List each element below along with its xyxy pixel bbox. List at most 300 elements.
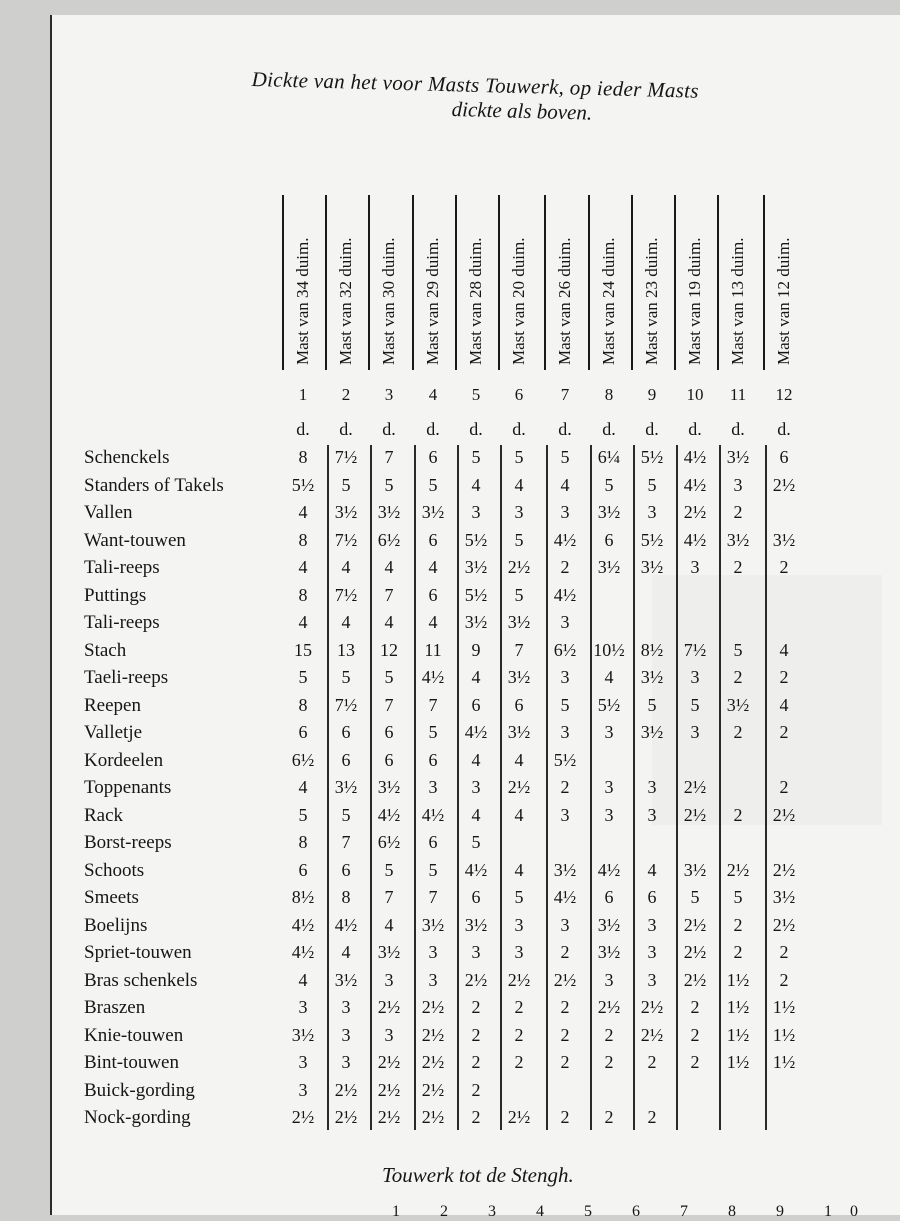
table-cell: 3½ (507, 667, 531, 687)
column-number: 3 (384, 385, 394, 404)
table-cell: 2 (647, 1107, 657, 1127)
table-cell: 6 (384, 749, 394, 770)
table-cell: 3½ (553, 859, 577, 880)
table-cell: 2 (733, 667, 743, 687)
column-header-9 (641, 195, 663, 365)
table-cell: 3½ (640, 667, 664, 687)
table-cell: 5 (733, 887, 743, 907)
table-cell: 3 (604, 804, 614, 825)
table-cell: 1½ (772, 997, 796, 1017)
table-cell: 2 (733, 942, 743, 962)
column-header-label: Mast van 20 duim. (509, 237, 528, 365)
table-cell: 6 (428, 529, 438, 550)
row-label: Spriet-touwen (84, 942, 192, 963)
column-header-label: Mast van 13 duim. (728, 237, 747, 365)
table-cell: 4 (341, 557, 351, 577)
table-cell: 6 (471, 887, 481, 907)
table-cell: 3 (341, 1024, 351, 1045)
table-cell: 4 (514, 804, 524, 825)
table-cell: 5 (647, 694, 657, 715)
table-cell: 1½ (726, 997, 750, 1017)
table-cell: 6 (779, 447, 789, 467)
table-cell: 5 (298, 804, 308, 825)
table-cell: 3½ (377, 502, 401, 522)
table-cell: 6 (428, 749, 438, 770)
table-cell: 3½ (464, 557, 488, 577)
table-cell: 3 (341, 1052, 351, 1072)
table-cell: 3½ (507, 722, 531, 742)
row-label: Rack (84, 804, 124, 826)
table-cell: 6 (428, 832, 438, 852)
table-cell: 3 (514, 502, 524, 522)
column-header-rule (717, 195, 719, 370)
column-number: 12 (775, 385, 793, 404)
table-cell: 2 (779, 777, 789, 797)
table-cell: 2½ (683, 804, 707, 825)
table-cell: 2½ (683, 914, 707, 935)
table-cell: 2 (471, 1107, 481, 1127)
table-cell: 4 (298, 502, 308, 522)
table-cell: 4 (341, 612, 351, 632)
table-cell: 2 (560, 557, 570, 577)
table-cell: 6 (384, 722, 394, 742)
table-cell: 2 (779, 722, 789, 742)
table-cell: 3 (471, 502, 481, 522)
table-cell: 2½ (507, 1107, 531, 1127)
book-page (50, 15, 900, 1220)
table-cell: 2½ (334, 1107, 358, 1127)
table-cell: 4½ (553, 584, 577, 605)
table-cell: 3 (298, 1052, 308, 1072)
table-cell: 4 (779, 694, 789, 715)
table-cell: 4½ (334, 914, 358, 935)
row-label: Bint-touwen (84, 1052, 179, 1073)
table-cell: 6 (471, 694, 481, 715)
table-cell: 3½ (507, 612, 531, 632)
table-cell: 4 (514, 859, 524, 880)
column-header-rule (588, 195, 590, 370)
table-cell: 5 (560, 447, 570, 467)
table-cell: 3½ (377, 942, 401, 962)
table-cell: 6 (647, 887, 657, 907)
table-cell: 2½ (377, 1107, 401, 1127)
table-cell: 3 (428, 777, 438, 797)
table-cell: 3½ (334, 969, 358, 990)
table-cell: 5 (384, 667, 394, 687)
column-unit: d. (382, 419, 396, 439)
table-cell: 3 (384, 1024, 394, 1045)
table-cell: 3½ (640, 722, 664, 742)
table-cell: 2½ (683, 942, 707, 962)
table-cell: 2 (779, 942, 789, 962)
table-cell: 6 (428, 447, 438, 467)
column-header-10 (684, 195, 706, 365)
table-cell: 2 (514, 1052, 524, 1072)
table-cell: 3 (647, 914, 657, 935)
column-header-rule (368, 195, 370, 370)
table-cell: 2 (733, 914, 743, 935)
table-cell: 4 (384, 612, 394, 632)
table-cell: 1½ (772, 1024, 796, 1045)
column-header-8 (598, 195, 620, 365)
column-header-6 (508, 195, 530, 365)
table-cell: 2 (604, 1107, 614, 1127)
table-cell: 6 (514, 694, 524, 715)
table-cell: 4 (298, 969, 308, 990)
table-cell: 6¼ (597, 447, 621, 467)
table-cell: 4 (514, 474, 524, 495)
table-cell: 7½ (334, 529, 358, 550)
table-cell: 3 (560, 914, 570, 935)
table-cell: 3 (560, 612, 570, 632)
table-cell: 4 (298, 557, 308, 577)
table-cell: 5½ (291, 474, 315, 495)
column-number: 1 (298, 385, 308, 404)
column-number: 9 (647, 385, 657, 404)
table-cell: 2½ (421, 1107, 445, 1127)
column-unit: d. (688, 419, 702, 439)
table-cell: 6 (298, 859, 308, 880)
table-cell: 12 (380, 639, 398, 660)
column-header-label: Mast van 23 duim. (642, 237, 661, 365)
row-label: Braszen (84, 997, 146, 1018)
table-cell: 5 (514, 887, 524, 907)
table-cell: 2 (560, 1107, 570, 1127)
table-cell: 2 (733, 804, 743, 825)
table-cell: 2 (560, 997, 570, 1017)
table-cell: 3 (690, 557, 700, 577)
table-cell: 4 (384, 557, 394, 577)
table-cell: 7 (341, 832, 351, 852)
column-header-3 (378, 195, 400, 365)
table-cell: 3½ (683, 859, 707, 880)
table-cell: 4 (384, 914, 394, 935)
table-cell: 2 (560, 777, 570, 797)
table-cell: 5 (341, 804, 351, 825)
table-cell: 2½ (772, 859, 796, 880)
column-header-rule (544, 195, 546, 370)
table-cell: 3½ (334, 502, 358, 522)
table-cell: 5 (428, 474, 438, 495)
table-cell: 13 (337, 639, 355, 660)
table-cell: 2 (471, 1024, 481, 1045)
table-cell: 5 (690, 887, 700, 907)
table-cell: 4½ (464, 722, 488, 742)
row-label: Toppenants (84, 777, 172, 798)
table-cell: 9 (471, 639, 481, 660)
row-label: Smeets (84, 887, 139, 908)
column-unit: d. (558, 419, 572, 439)
table-cell: 5 (341, 667, 351, 687)
table-cell: 1½ (772, 1052, 796, 1072)
table-cell: 3½ (726, 447, 750, 467)
table-cell: 5 (471, 832, 481, 852)
table-cell: 3 (298, 997, 308, 1017)
table-cell: 4 (341, 942, 351, 962)
table-cell: 4½ (464, 859, 488, 880)
column-header-label: Mast van 19 duim. (685, 237, 704, 365)
row-label: Standers of Takels (84, 474, 224, 496)
table-cell: 2½ (507, 557, 531, 577)
table-cell: 7 (384, 694, 394, 715)
next-column-numbers: 1 2 3 4 5 6 7 8 9 10 (392, 1203, 876, 1220)
column-header-rule (282, 195, 284, 370)
table-cell: 8 (298, 529, 308, 550)
row-label: Schenckels (84, 447, 170, 468)
column-header-label: Mast van 12 duim. (774, 237, 793, 365)
table-cell: 2½ (640, 997, 664, 1017)
table-cell: 3 (560, 804, 570, 825)
column-header-rule (763, 195, 765, 370)
table-cell: 8 (298, 694, 308, 715)
table-cell: 3 (471, 777, 481, 797)
table-cell: 2 (690, 1024, 700, 1045)
table-cell: 7 (384, 584, 394, 605)
table-cell: 3½ (726, 529, 750, 550)
table-cell: 3 (647, 502, 657, 522)
table-cell: 6½ (291, 749, 315, 770)
table-cell: 2½ (683, 502, 707, 522)
table-cell: 5 (514, 447, 524, 467)
table-cell: 5½ (464, 584, 488, 605)
table-cell: 4½ (683, 474, 707, 495)
table-cell: 7 (428, 694, 438, 715)
table-cell: 2 (560, 1052, 570, 1072)
column-header-rule (631, 195, 633, 370)
table-cell: 3 (560, 502, 570, 522)
column-number: 8 (604, 385, 614, 404)
table-cell: 4 (560, 474, 570, 495)
table-cell: 5 (604, 474, 614, 495)
table-cell: 2½ (772, 474, 796, 495)
column-header-rule (325, 195, 327, 370)
table-cell: 4 (428, 612, 438, 632)
table-cell: 5 (384, 474, 394, 495)
table-cell: 6 (604, 887, 614, 907)
table-cell: 3½ (772, 887, 796, 907)
table-cell: 8½ (291, 887, 315, 907)
table-cell: 7½ (334, 447, 358, 467)
column-number: 11 (729, 385, 747, 404)
table-cell: 5½ (464, 529, 488, 550)
table-cell: 2 (604, 1052, 614, 1072)
table-cell: 4 (779, 639, 789, 660)
table-cell: 6½ (553, 639, 577, 660)
table-cell: 6 (341, 749, 351, 770)
row-label: Knie-touwen (84, 1024, 184, 1046)
table-cell: 3½ (377, 777, 401, 797)
table-cell: 3 (604, 777, 614, 797)
table-cell: 2 (690, 997, 700, 1017)
table-cell: 3 (471, 942, 481, 962)
table-cell: 2 (779, 969, 789, 990)
column-header-label: Mast van 30 duim. (379, 237, 398, 365)
table-cell: 4 (471, 667, 481, 687)
table-cell: 3½ (640, 557, 664, 577)
table-cell: 3 (647, 942, 657, 962)
table-cell: 2½ (772, 804, 796, 825)
column-header-label: Mast van 24 duim. (599, 237, 618, 365)
table-cell: 2½ (464, 969, 488, 990)
column-header-label: Mast van 32 duim. (336, 237, 355, 365)
table-cell: 2 (514, 1024, 524, 1045)
table-cell: 2½ (421, 1024, 445, 1045)
table-cell: 4½ (553, 887, 577, 907)
table-cell: 10½ (593, 639, 625, 660)
table-cell: 3 (604, 722, 614, 742)
table-cell: 3 (298, 1079, 308, 1100)
table-cell: 2 (471, 1079, 481, 1100)
table-cell: 3½ (772, 529, 796, 550)
column-header-label: Mast van 26 duim. (555, 237, 574, 365)
table-cell: 5 (514, 529, 524, 550)
table-cell: 8 (298, 447, 308, 467)
row-label: Want-touwen (84, 529, 186, 551)
table-cell: 4½ (683, 447, 707, 467)
table-cell: 7½ (334, 584, 358, 605)
table-cell: 2 (560, 942, 570, 962)
table-cell: 2½ (507, 969, 531, 990)
table-cell: 4½ (683, 529, 707, 550)
table-cell: 15 (294, 639, 312, 660)
row-label: Boelijns (84, 914, 148, 936)
table-cell: 2 (733, 502, 743, 522)
column-number: 5 (471, 385, 481, 404)
table-cell: 3½ (421, 914, 445, 935)
column-number: 10 (686, 385, 704, 404)
table-cell: 6½ (377, 529, 401, 550)
table-cell: 5 (384, 859, 394, 880)
table-cell: 3 (428, 942, 438, 962)
table-cell: 4 (298, 777, 308, 797)
table-cell: 3 (341, 997, 351, 1017)
table-cell: 3½ (421, 502, 445, 522)
column-header-rule (498, 195, 500, 370)
table-cell: 6½ (377, 832, 401, 852)
table-cell: 6 (604, 529, 614, 550)
column-header-rule (455, 195, 457, 370)
table-cell: 3½ (464, 612, 488, 632)
table-cell: 3½ (334, 777, 358, 797)
column-unit: d. (426, 419, 440, 439)
table-cell: 3½ (597, 502, 621, 522)
table-cell: 5½ (553, 749, 577, 770)
page-title-continued: dickte als boven. (451, 97, 593, 125)
table-cell: 3 (560, 667, 570, 687)
row-label: Tali-reeps (84, 612, 160, 633)
table-cell: 4 (647, 859, 657, 880)
row-label: Nock-gording (84, 1107, 191, 1128)
table-cell: 2½ (377, 1079, 401, 1100)
table-cell: 3 (647, 777, 657, 797)
table-cell: 5 (471, 447, 481, 467)
table-cell: 8½ (640, 639, 664, 660)
table-cell: 11 (424, 639, 442, 660)
column-header-label: Mast van 28 duim. (466, 237, 485, 365)
table-cell: 2 (471, 1052, 481, 1072)
table-cell: 2 (779, 667, 789, 687)
row-label: Reepen (84, 694, 141, 716)
table-cell: 2½ (640, 1024, 664, 1045)
row-label: Bras schenkels (84, 969, 198, 991)
table-cell: 2 (779, 557, 789, 577)
table-cell: 8 (298, 832, 308, 852)
column-unit: d. (645, 419, 659, 439)
column-header-12 (773, 195, 795, 365)
table-cell: 3 (647, 804, 657, 825)
table-cell: 2½ (553, 969, 577, 990)
table-cell: 5 (514, 584, 524, 605)
table-cell: 2½ (291, 1107, 315, 1127)
table-cell: 3 (428, 969, 438, 990)
table-cell: 2 (733, 722, 743, 742)
table-cell: 4½ (377, 804, 401, 825)
table-cell: 2½ (421, 1052, 445, 1072)
section-heading: Touwerk tot de Stengh. (382, 1163, 574, 1187)
column-header-2 (335, 195, 357, 365)
column-unit: d. (512, 419, 526, 439)
table-cell: 1½ (726, 969, 750, 990)
column-number: 2 (341, 385, 351, 404)
table-cell: 3 (560, 722, 570, 742)
table-cell: 2 (471, 997, 481, 1017)
table-cell: 4 (298, 612, 308, 632)
column-number: 6 (514, 385, 524, 404)
row-label: Schoots (84, 859, 145, 881)
table-cell: 2 (647, 1052, 657, 1072)
table-cell: 6 (341, 722, 351, 742)
table-cell: 3 (690, 667, 700, 687)
table-cell: 5 (341, 474, 351, 495)
column-header-7 (554, 195, 576, 365)
table-cell: 3½ (597, 942, 621, 962)
column-header-5 (465, 195, 487, 365)
table-cell: 4 (514, 749, 524, 770)
table-cell: 5 (428, 859, 438, 880)
table-cell: 7½ (334, 694, 358, 715)
table-cell: 8 (298, 584, 308, 605)
column-unit: d. (777, 419, 791, 439)
table-cell: 4½ (291, 914, 315, 935)
table-cell: 2 (690, 1052, 700, 1072)
column-header-label: Mast van 29 duim. (423, 237, 442, 365)
column-header-rule (412, 195, 414, 370)
table-cell: 2½ (507, 777, 531, 797)
table-cell: 3 (690, 722, 700, 742)
table-cell: 5 (647, 474, 657, 495)
table-cell: 2½ (377, 1052, 401, 1072)
table-cell: 4½ (553, 529, 577, 550)
row-label: Puttings (84, 584, 147, 606)
table-cell: 4½ (597, 859, 621, 880)
column-unit: d. (602, 419, 616, 439)
table-cell: 4 (471, 749, 481, 770)
table-cell: 2 (604, 1024, 614, 1045)
table-cell: 5 (690, 694, 700, 715)
column-unit: d. (296, 419, 310, 439)
table-cell: 7 (384, 447, 394, 467)
column-unit: d. (731, 419, 745, 439)
page-title: Dickte van het voor Masts Touwerk, op ieder Masts (251, 67, 700, 103)
table-cell: 2½ (334, 1079, 358, 1100)
table-cell: 3½ (597, 914, 621, 935)
table-cell: 7 (384, 887, 394, 907)
column-number: 4 (428, 385, 438, 404)
column-header-rule (674, 195, 676, 370)
table-cell: 3½ (464, 914, 488, 935)
table-cell: 4½ (291, 942, 315, 962)
row-label: Valletje (84, 722, 143, 743)
